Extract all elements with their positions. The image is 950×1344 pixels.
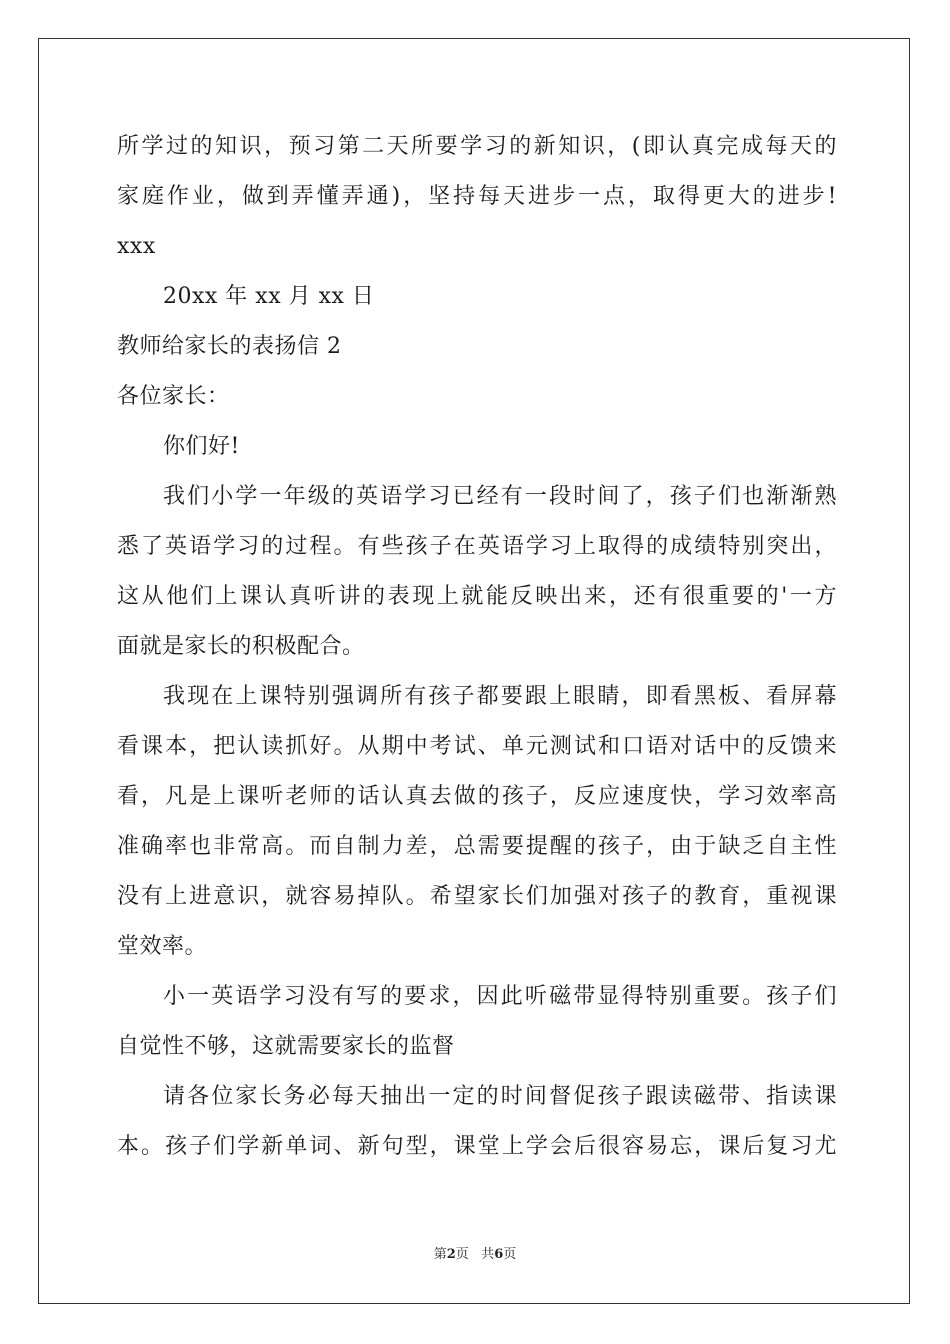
text-line: 家庭作业，做到弄懂弄通)，坚持每天进步一点，取得更大的进步!	[117, 184, 837, 209]
paragraph-line: 本。孩子们学新单词、新句型，课堂上学会后很容易忘，课后复习尤	[117, 1134, 837, 1159]
page-footer	[0, 1245, 950, 1265]
paragraph-line: 我们小学一年级的英语学习已经有一段时间了，孩子们也渐渐熟	[163, 484, 837, 509]
paragraph-line: 请各位家长务必每天抽出一定的时间督促孩子跟读磁带、指读课	[163, 1084, 837, 1109]
paragraph-line: 没有上进意识，就容易掉队。希望家长们加强对孩子的教育，重视课	[117, 884, 837, 909]
paragraph-line: 悉了英语学习的过程。有些孩子在英语学习上取得的成绩特别突出，	[117, 534, 837, 559]
total-suffix: 页	[503, 1247, 517, 1262]
paragraph-line: 看，凡是上课听老师的话认真去做的孩子，反应速度快，学习效率高	[117, 784, 837, 809]
paragraph-line: 小一英语学习没有写的要求，因此听磁带显得特别重要。孩子们	[163, 984, 837, 1009]
section-title: 教师给家长的表扬信 2	[117, 334, 342, 359]
salutation: 各位家长：	[117, 384, 230, 409]
paragraph-line: 准确率也非常高。而自制力差，总需要提醒的孩子，由于缺乏自主性	[117, 834, 837, 859]
greeting: 你们好!	[163, 434, 240, 459]
total-prefix: 共	[481, 1247, 495, 1262]
paragraph-line: 我现在上课特别强调所有孩子都要跟上眼睛，即看黑板、看屏幕	[163, 684, 837, 709]
paragraph-line: 这从他们上课认真听讲的表现上就能反映出来，还有很重要的'一方	[117, 584, 837, 609]
document-body	[117, 122, 837, 1172]
paragraph-line: 自觉性不够，这就需要家长的监督	[117, 1034, 455, 1059]
total-pages: 6	[494, 1247, 504, 1262]
signature-name: xxx	[117, 234, 156, 259]
page-number: 2	[446, 1247, 456, 1262]
page-prefix: 第	[433, 1247, 447, 1262]
signature-date: 20xx 年 xx 月 xx 日	[163, 284, 375, 309]
paragraph-line: 面就是家长的积极配合。	[117, 634, 365, 659]
paragraph-line: 堂效率。	[117, 934, 208, 959]
text-line: 所学过的知识，预习第二天所要学习的新知识，(即认真完成每天的	[117, 134, 837, 159]
page-suffix: 页	[455, 1247, 469, 1262]
paragraph-line: 看课本，把认读抓好。从期中考试、单元测试和口语对话中的反馈来	[117, 734, 837, 759]
